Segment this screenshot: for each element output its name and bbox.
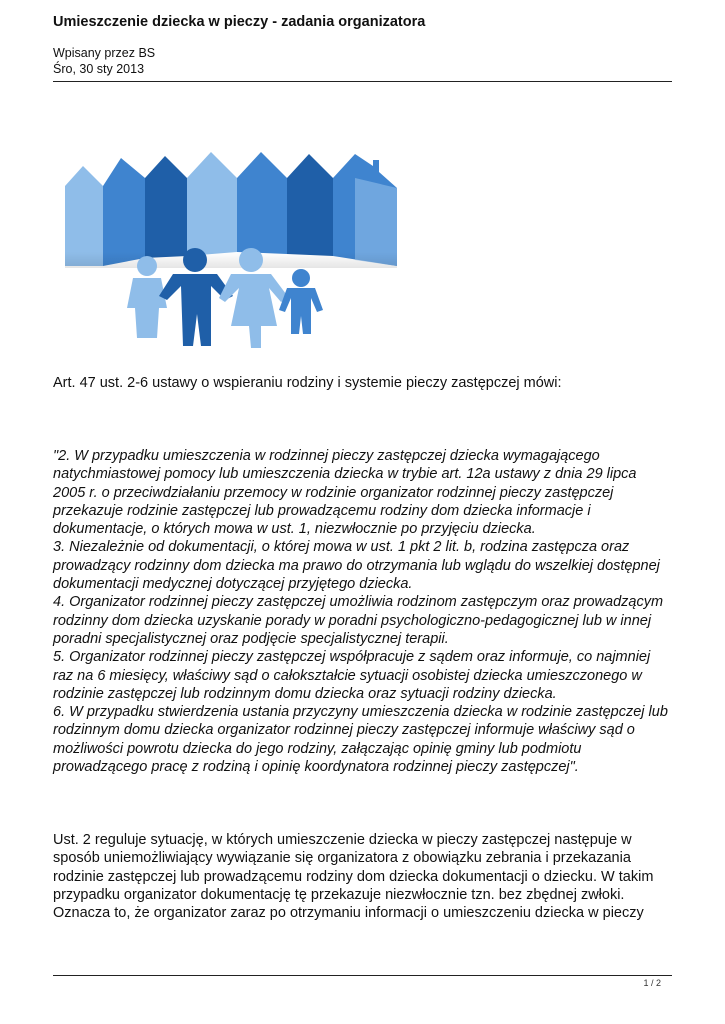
quote-line: dokumentacje, o których mowa w ust. 1, niezwłocznie po przyjęciu dziecka. [53,521,536,538]
quote-line: natychmiastowej pomocy lub umieszczenia dziecka w trybie art. 12a ustawy z dnia 29 lipca [53,466,637,483]
quote-line: prowadzący rodzinny dom dziecka ma prawo do otrzymania lub wglądu do wszelkiej dostępnej [53,557,660,574]
houses-family-illustration [55,148,415,363]
houses-chain [65,152,397,268]
footer-divider [53,975,672,976]
body-line: sposób uniemożliwiający wywiązanie się organizatora z obowiązku zebrania i przekazania [53,850,631,867]
quote-line: raz na 6 miesięcy, właściwy sąd o całokształcie sytuacji osobistej dziecka umieszczonego w [53,667,642,684]
quote-line: 5. Organizator rodzinnej pieczy zastępczej współpracuje z sądem oraz informuje, co najmniej [53,649,651,666]
quote-line: 4. Organizator rodzinnej pieczy zastępczej umożliwia rodzinom zastępczym oraz prowadzącym [53,594,664,611]
law-quote [53,447,678,776]
body-line: rodzinie zastępczej lub prowadzącemu rodziny dom dziecka dokumentacji o dziecku. W takim [53,868,654,885]
quote-line: "2. W przypadku umieszczenia w rodzinnej pieczy zastępczej dziecka wymagającego [53,448,600,464]
quote-line: możliwości powrotu dziecka do jego rodziny, załączając opinię gminy lub podmiotu [53,740,582,757]
quote-line: przekazuje rodzinie zastępczej lub prowadzącemu rodziny dom dziecka informacje i [53,502,591,519]
page-number: 1 / 2 [643,978,661,988]
article-intro: Art. 47 ust. 2-6 ustawy o wspieraniu rodziny i systemie pieczy zastępczej mówi: [53,375,562,391]
document-meta [53,46,155,77]
date-line: Śro, 30 sty 2013 [53,61,145,76]
body-paragraph [53,831,678,922]
quote-line: 3. Niezależnie od dokumentacji, o której mowa w ust. 1 pkt 2 lit. b, rodzina zastępcza oraz [53,539,630,556]
quote-line: rodzinie zastępczej lub rodzinnym domu dziecka oraz sytuacji rodziny dziecka. [53,685,557,702]
author-line: Wpisany przez BS [53,46,156,60]
header-divider [53,81,672,82]
quote-line: poradni specjalistycznej oraz podjęcie specjalistycznej terapii. [53,630,449,647]
quote-line: rodzinny dom dziecka uzyskanie porady w poradni psychologiczno-pedagogicznej lub w innej [53,612,652,629]
quote-line: 2005 r. o przeciwdziałaniu przemocy w rodzinie organizator rodzinnej pieczy zastępczej [53,484,614,501]
quote-line: prowadzącego pracę z rodziną i opinię koordynatora rodzinnej pieczy zastępczej". [53,759,579,776]
quote-line: 6. W przypadku stwierdzenia ustania przyczyny umieszczenia dziecka w rodzinie zastępczej lub [53,704,668,721]
body-line: Ust. 2 reguluje sytuację, w których umieszczenie dziecka w pieczy zastępczej następuje w [53,832,632,848]
quote-line: dokumentacji medycznej dotyczącej przyjętego dziecka. [53,576,413,593]
document-title: Umieszczenie dziecka w pieczy - zadania organizatora [53,14,426,30]
body-line: Oznacza to, że organizator zaraz po otrzymaniu informacji o umieszczeniu dziecka w pieczy [53,905,644,922]
quote-line: rodzinnym domu dziecka organizator rodzinnej pieczy zastępczej informuje właściwy sąd o [53,722,635,739]
body-line: przypadku organizator dokumentację tę przekazuje niezwłocznie tzn. bez zbędnej zwłoki. [53,886,625,903]
